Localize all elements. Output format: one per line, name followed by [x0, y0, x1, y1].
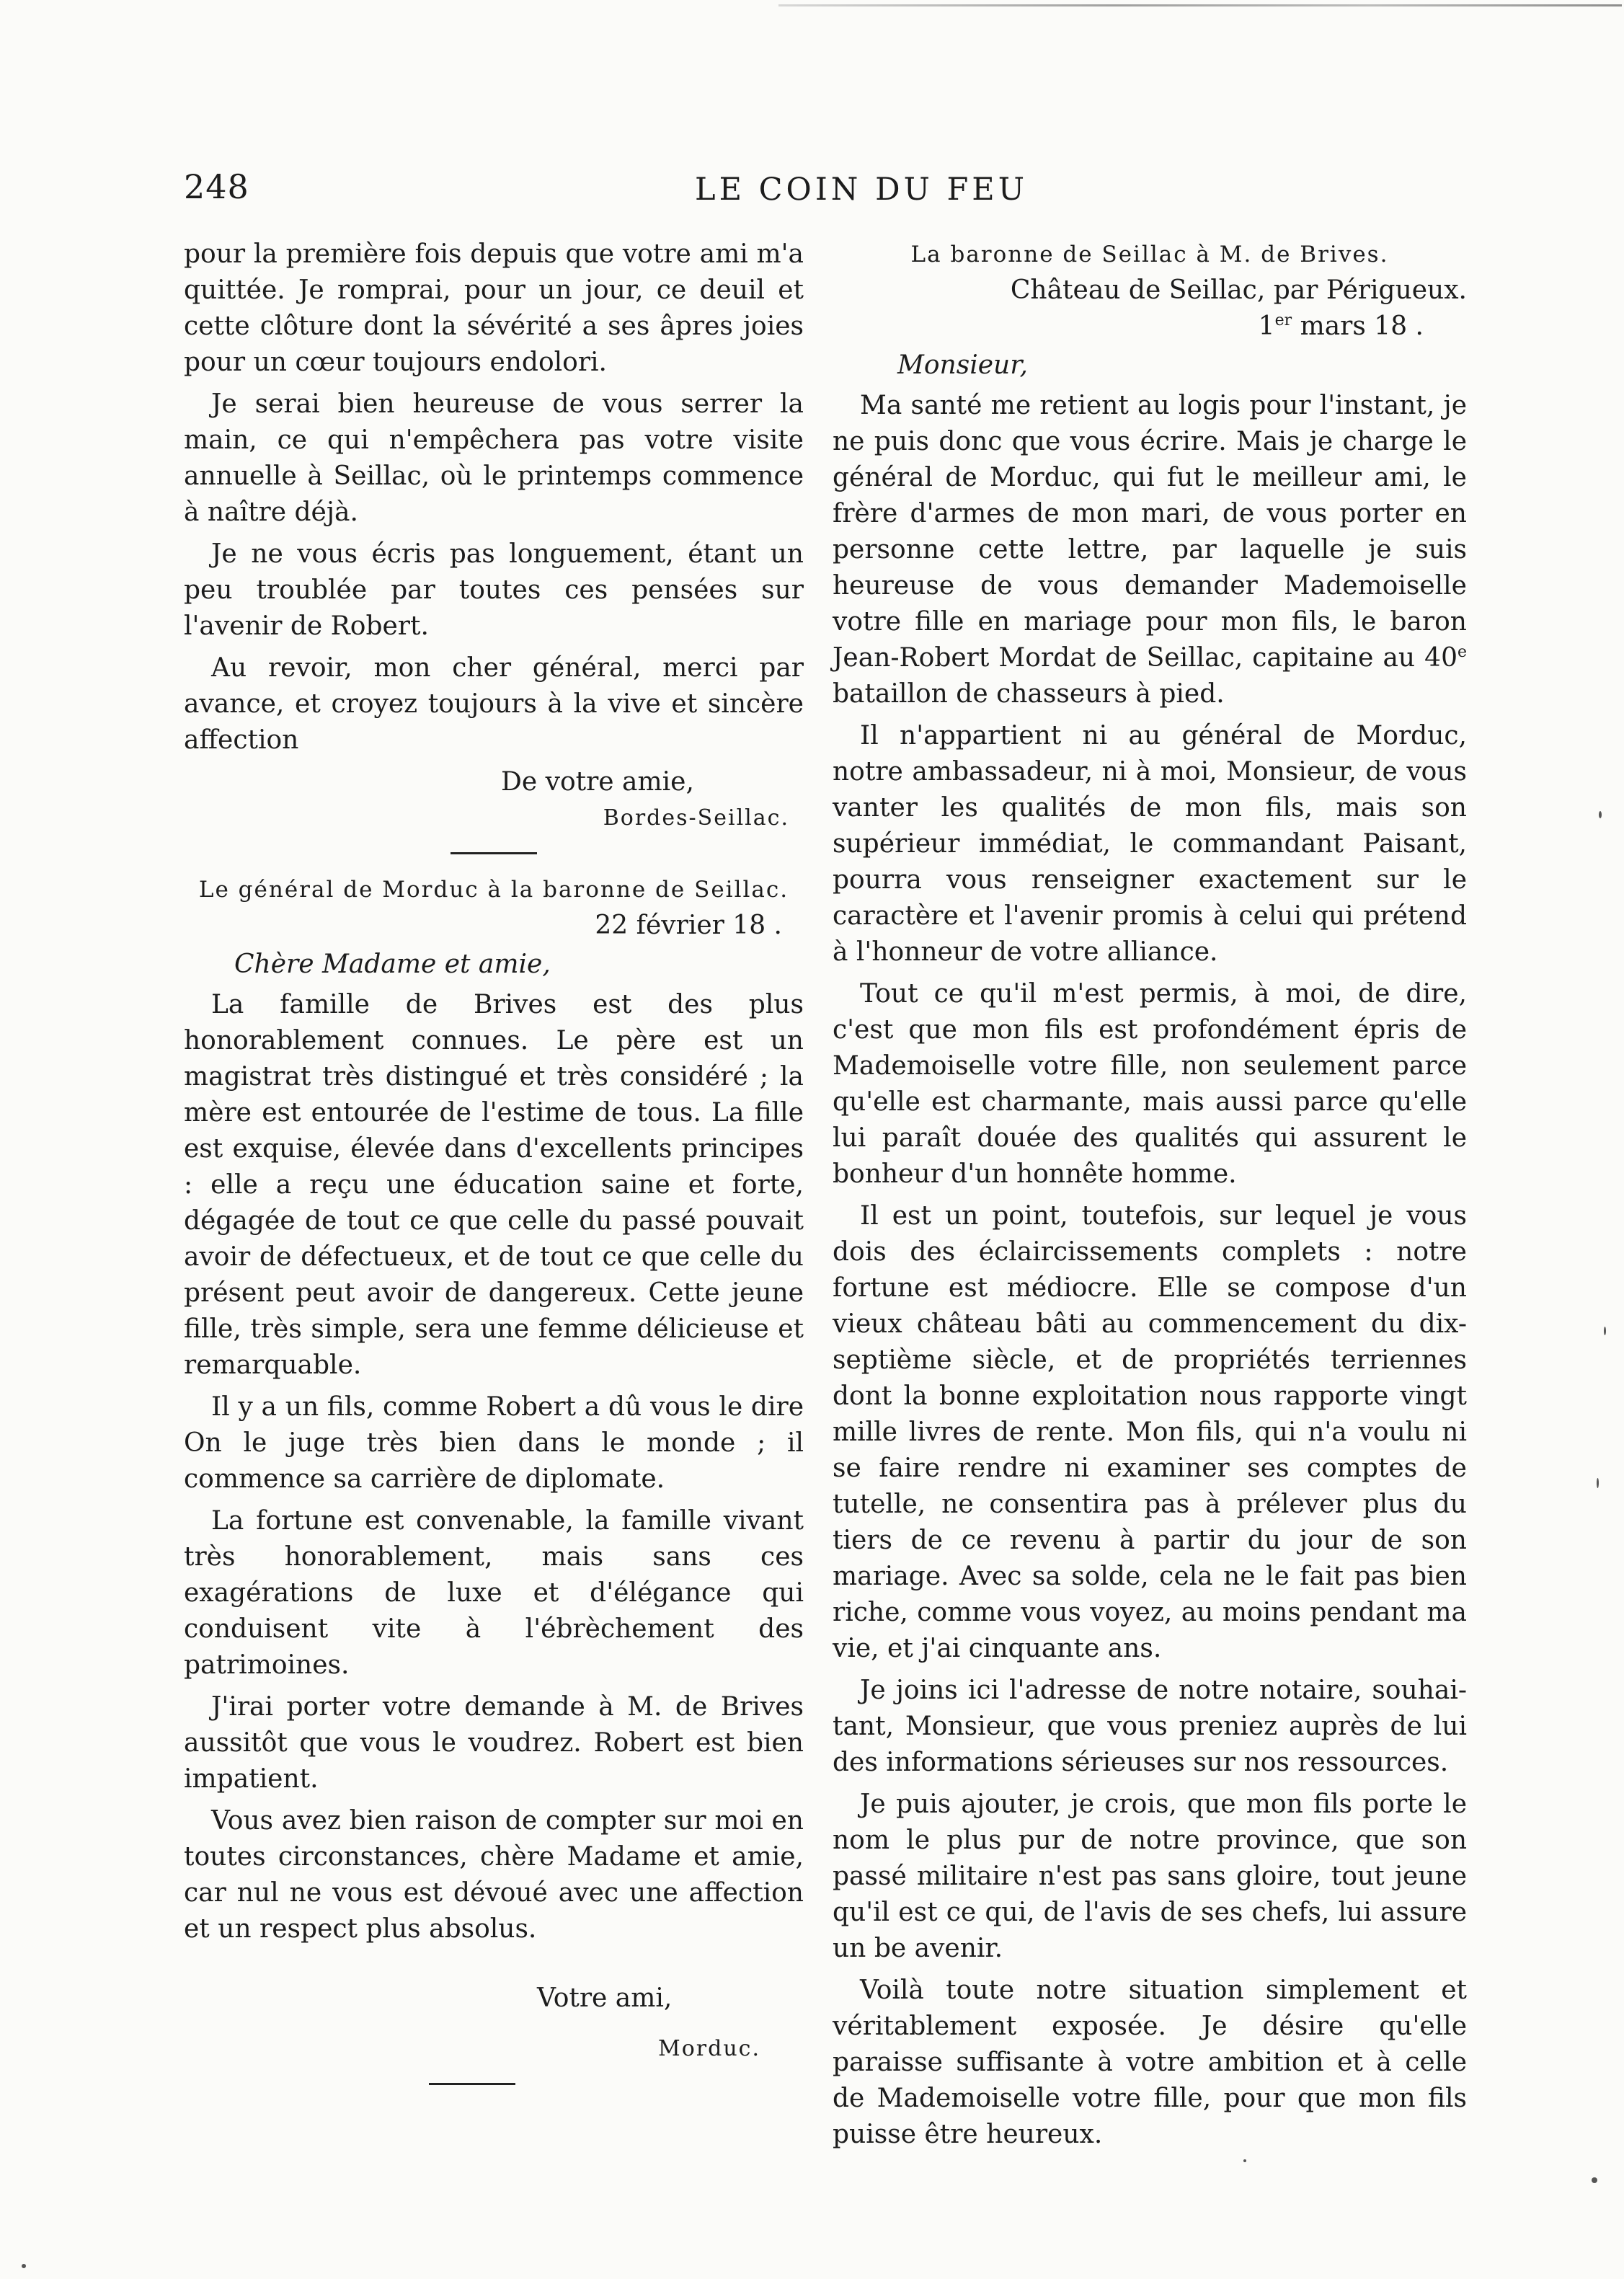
paragraph: Il n'appartient ni au général de Morduc, notre ambassadeur, ni à moi, Monsieur, de vous vanter les qualités de mon fils, mais son supérieur immédiat, le commandant Paisant, pourra vous renseigner exactement sur le caractère et l'avenir promis à celui qui prétend à l'honneur de votre alliance. — [833, 721, 1467, 967]
letter-heading: Le général de Morduc à la baronne de Seillac. — [198, 877, 789, 903]
paragraph: La fortune est convenable, la famille vivant très honorablement, mais sans ces exagérations de luxe et d'élégance qui conduisent vite à l'ébrèchement des patrimoines. — [184, 1506, 804, 1680]
scan-speck — [1597, 1478, 1599, 1488]
letter-salutation: Chère Madame et amie, — [234, 950, 551, 979]
paragraph: Je joins ici l'adresse de notre notaire, souhaitant, Monsieur, que vous preniez auprès de lui des informations sérieuses sur nos ressources. — [833, 1676, 1467, 1777]
paragraph: J'irai porter votre demande à M. de Brives aussitôt que vous le voudrez. Robert est bien impatient. — [184, 1692, 804, 1794]
letter-date: 22 février 18 . — [595, 911, 782, 940]
paragraph: Voilà toute notre situation simplement et véritablement exposée. Je désire qu'elle paraisse suffisante à votre ambition et à celle de Mademoiselle votre fille, pour que mon fils puisse être heureux. — [833, 1975, 1467, 2149]
paragraph — [833, 388, 1467, 712]
letter-signature: Bordes-Seillac. — [603, 805, 789, 831]
paragraph: pour la première fois depuis que votre ami m'a quittée. Je romprai, pour un jour, ce deuil et cette clôture dont la sévérité a ses âpres joies pour un cœur toujours endolori. — [184, 239, 804, 377]
letter-closing: De votre amie, — [501, 767, 694, 797]
scan-speck — [1604, 1327, 1606, 1335]
scan-speck — [1243, 2159, 1246, 2162]
paragraph-text: Ma santé me retient au logis pour l'instant, je ne puis donc que vous écrire. Mais je charge le général de Morduc, qui fut le meilleur ami, le frère d'armes de mon mari, de vous porter en personne cette lettre, par laquelle je suis heureuse de vous demander Mademoiselle votre fille en mariage pour mon fils, le baron Jean-Robert Mordat de Seillac, capitaine au 40 — [833, 391, 1467, 673]
scan-speck — [1599, 811, 1602, 818]
letter-signature: Morduc. — [658, 2036, 760, 2061]
scan-speck — [22, 2264, 26, 2268]
date-rest: mars 18 . — [1292, 311, 1424, 341]
letter-closing: Votre ami, — [537, 1983, 673, 2013]
right-column — [833, 236, 1467, 2159]
paragraph: Au revoir, mon cher général, merci par avance, et croyez toujours à la vive et sincère affection — [184, 653, 804, 755]
paragraph: La famille de Brives est des plus honorablement connues. Le père est un magistrat très distingué et très considéré ; la mère est entourée de l'estime de tous. La fille est exquise, élevée dans d'excellents principes : elle a reçu une éducation saine et forte, dégagée de tout ce que celle du passé pouvait avoir de défectueux, et de tout ce que celle du présent peut avoir de dangereux. Cette jeune fille, très simple, sera une femme délicieuse et remarquable. — [184, 990, 804, 1380]
paragraph: Vous avez bien raison de compter sur moi en toutes circonstances, chère Madame et amie, car nul ne vous est dévoué avec une affection et un respect plus absolus. — [184, 1806, 804, 1944]
running-head: LE COIN DU FEU — [695, 172, 1028, 208]
page-number: 248 — [184, 167, 249, 206]
letter-date — [833, 309, 1424, 345]
paragraph-text-end: bataillon de chasseurs à pied. — [833, 679, 1225, 709]
page-header — [184, 167, 1452, 218]
section-divider — [451, 852, 537, 854]
letter-place: Château de Seillac, par Périgueux. — [1010, 275, 1467, 305]
date-superscript: er — [1274, 311, 1292, 329]
paragraph: Tout ce qu'il m'est permis, à moi, de dire, c'est que mon fils est profondément épris de Mademoiselle votre fille, non seulement parce qu'elle est charmante, mais aussi parce qu'elle lui paraît douée des qualités qui assurent le bonheur d'un honnête homme. — [833, 979, 1467, 1189]
ordinal-superscript: e — [1457, 643, 1467, 661]
left-column — [184, 236, 804, 2102]
paragraph: Il est un point, toutefois, sur lequel je vous dois des éclaircissements complets : notre fortune est médiocre. Elle se compose d'un vieux château bâti au commencement du dix-septième siècle, et de propriétés terriennes dont la bonne exploitation nous rapporte vingt mille livres de rente. Mon fils, qui n'a voulu ni se faire rendre ni examiner ses comptes de tutelle, ne consentira pas à prélever plus du tiers de ce revenu à partir du jour de son mariage. Avec sa solde, cela ne le fait pas bien riche, comme vous voyez, au moins pendant ma vie, et j'ai cinquante ans. — [833, 1201, 1467, 1663]
letter-salutation: Monsieur, — [897, 350, 1028, 380]
date-day: 1 — [1258, 311, 1275, 341]
scan-edge-line — [778, 4, 1622, 6]
paragraph: Je serai bien heureuse de vous serrer la main, ce qui n'empêchera pas votre visite annuelle à Seillac, où le printemps commence à naître déjà. — [184, 389, 804, 527]
paragraph: Je puis ajouter, je crois, que mon fils porte le nom le plus pur de notre province, que son passé militaire n'est pas sans gloire, tout jeune qu'il est ce qui, de l'avis de ses chefs, lui assure un be avenir. — [833, 1789, 1467, 1963]
paragraph: Je ne vous écris pas longuement, étant un peu troublée par toutes ces pensées sur l'avenir de Robert. — [184, 539, 804, 641]
section-divider — [429, 2083, 515, 2085]
scan-speck — [1592, 2177, 1597, 2183]
paragraph: Il y a un fils, comme Robert a dû vous le dire On le juge très bien dans le monde ; il commence sa carrière de diplomate. — [184, 1392, 804, 1494]
letter-heading: La baronne de Seillac à M. de Brives. — [910, 242, 1389, 267]
